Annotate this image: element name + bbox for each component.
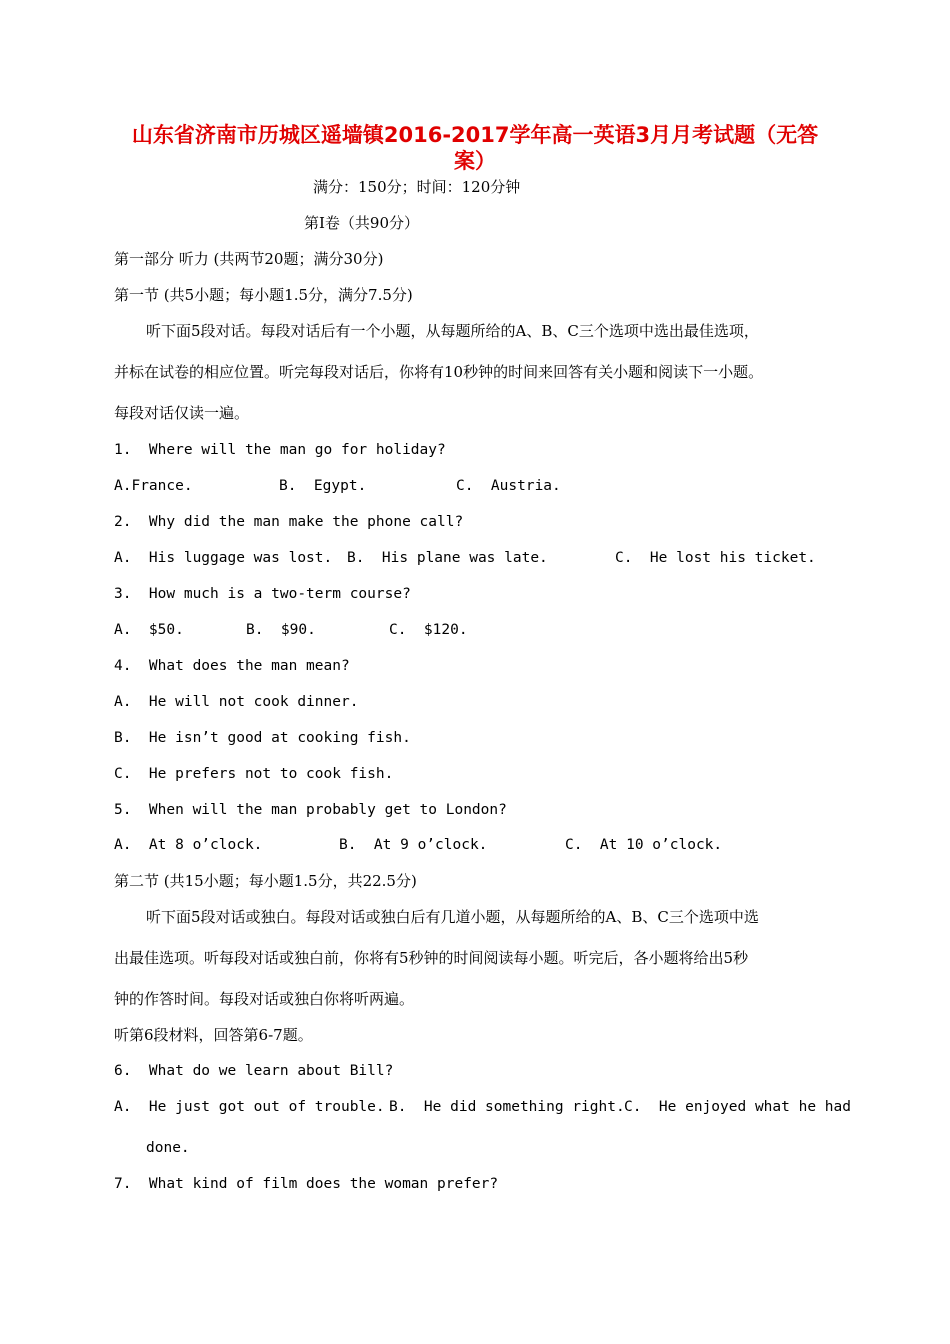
question-6-option-a: A. He just got out of trouble. [114,1099,385,1115]
section2-heading: 第二节 (共15小题；每小题1.5分，共22.5分) [114,872,417,890]
question-4-option-a: A. He will not cook dinner. [114,694,359,710]
question-1-option-b: B. Egypt. [279,478,367,494]
section1-instruction-line3: 每段对话仅读一遍。 [114,404,250,422]
question-3-stem: 3. How much is a two-term course? [114,586,411,602]
question-3-option-c: C. $120. [389,622,468,638]
exam-title-line2: 案） [454,149,496,173]
score-time-info: 满分：150分；时间：120分钟 [313,178,521,196]
question-5-option-a: A. At 8 o’clock. [114,837,263,853]
question-2-option-b: B. His plane was late. [347,550,548,566]
question-3-option-b: B. $90. [246,622,316,638]
question-6-option-c: C. He enjoyed what he had [624,1099,851,1115]
volume-heading: 第Ⅰ卷（共90分） [304,214,420,232]
question-6-option-c-continued: done. [146,1140,190,1156]
question-5-option-b: B. At 9 o’clock. [339,837,488,853]
question-7-stem: 7. What kind of film does the woman prefer? [114,1176,499,1192]
section2-instruction-line1: 听下面5段对话或独白。每段对话或独白后有几道小题，从每题所给的A、B、C三个选项中选 [146,908,759,926]
section1-instruction-line2: 并标在试卷的相应位置。听完每段对话后，你将有10秒钟的时间来回答有关小题和阅读下一小题。 [114,363,764,381]
question-2-option-c: C. He lost his ticket. [615,550,816,566]
material-6-heading: 听第6段材料，回答第6-7题。 [114,1026,313,1044]
section1-heading: 第一节 (共5小题；每小题1.5分，满分7.5分) [114,286,413,304]
question-4-option-b: B. He isn’t good at cooking fish. [114,730,411,746]
question-6-stem: 6. What do we learn about Bill? [114,1063,394,1079]
question-2-option-a: A. His luggage was lost. [114,550,333,566]
question-2-stem: 2. Why did the man make the phone call? [114,514,464,530]
section1-instruction-line1: 听下面5段对话。每段对话后有一个小题，从每题所给的A、B、C三个选项中选出最佳选项， [146,322,759,340]
exam-title-line1: 山东省济南市历城区遥墙镇2016-2017学年高一英语3月月考试题（无答 [131,123,819,147]
question-5-stem: 5. When will the man probably get to London? [114,802,507,818]
question-4-stem: 4. What does the man mean? [114,658,350,674]
section2-instruction-line3: 钟的作答时间。每段对话或独白你将听两遍。 [114,990,415,1008]
part1-heading: 第一部分 听力 (共两节20题；满分30分) [114,250,384,268]
question-6-option-b: B. He did something right. [389,1099,625,1115]
question-1-stem: 1. Where will the man go for holiday? [114,442,446,458]
question-1-option-a: A.France. [114,478,193,494]
question-5-option-c: C. At 10 o’clock. [565,837,723,853]
section2-instruction-line2: 出最佳选项。听每段对话或独白前，你将有5秒钟的时间阅读每小题。听完后，各小题将给出5秒 [114,949,749,967]
question-3-option-a: A. $50. [114,622,184,638]
question-4-option-c: C. He prefers not to cook fish. [114,766,394,782]
question-1-option-c: C. Austria. [456,478,561,494]
